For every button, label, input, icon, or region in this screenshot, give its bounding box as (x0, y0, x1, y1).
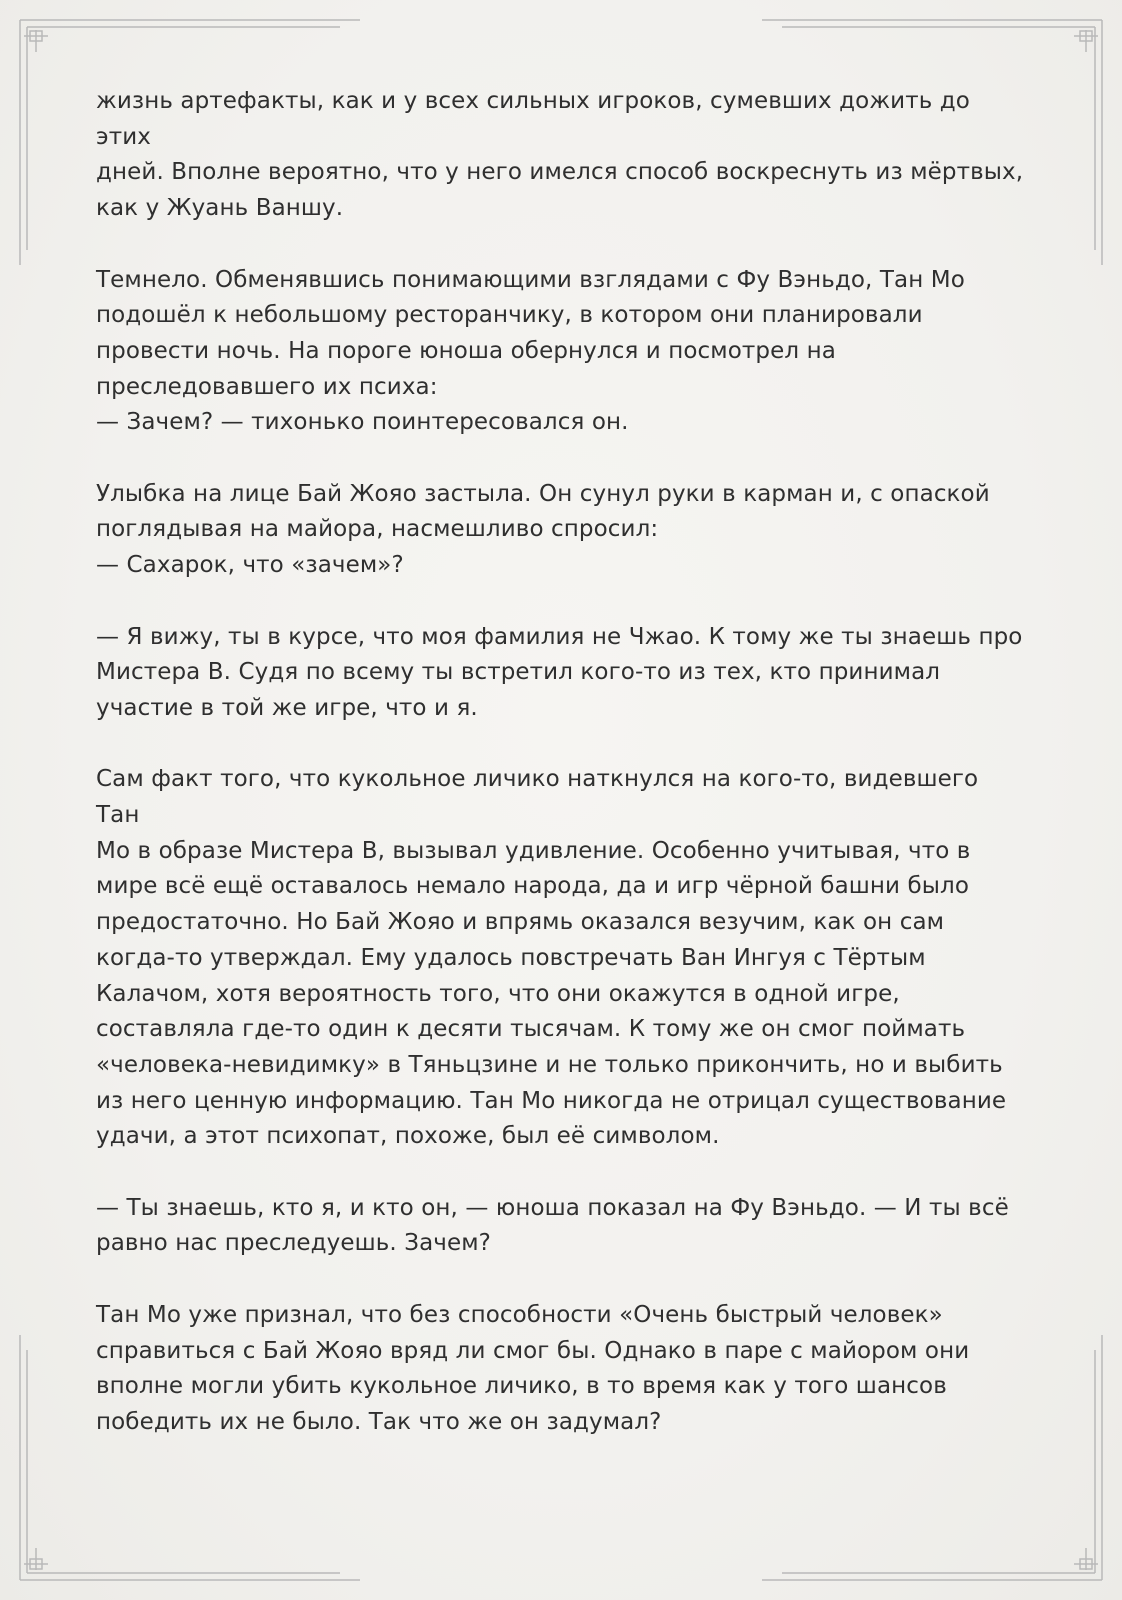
paragraph: Сам факт того, что кукольное личико наткнулся на кого-то, видевшего Тан Мо в образе Мистера В, вызывал удивление. Особенно учитывая, что в мире всё ещё оставалось немало народа, да и игр чёрной башни было предостаточно. Но Бай Жояо и впрямь оказался везучим, как он сам когда-то утверждал. Ему удалось повстречать Ван Ингуя с Тёртым Калачом, хотя вероятность того, что они окажутся в одной игре, составляла где-то один к десяти тысячам. К тому же он смог поймать «человека-невидимку» в Тяньцзине и не только прикончить, но и выбить из него ценную информацию. Тан Мо никогда не отрицал существование удачи, а этот психопат, похоже, был её символом. (96, 766, 1007, 1150)
body-text (96, 84, 1026, 1476)
paragraph: Улыбка на лице Бай Жояо застыла. Он сунул руки в карман и, с опаской поглядывая на майора, насмешливо спросил: — Сахарок, что «зачем»? (96, 480, 990, 579)
paragraph: — Я вижу, ты в курсе, что моя фамилия не Чжао. К тому же ты знаешь про Мистера В. Судя по всему ты встретил кого-то из тех, кто принимал участие в той же игре, что и я. (96, 623, 1023, 721)
paragraph: Темнело. Обменявшись понимающими взглядами с Фу Вэньдо, Тан Мо подошёл к небольшому ресторанчику, в котором они планировали провести ночь. На пороге юноша обернулся и посмотрел на преследовавшего их психа: — Зачем? — тихонько поинтересовался он. (96, 266, 965, 436)
paragraph: Тан Мо уже признал, что без способности «Очень быстрый человек» справиться с Бай Жояо вряд ли смог бы. Однако в паре с майором они вполне могли убить кукольное личико, в то время как у того шансов победить их не было. Так что же он задумал? (96, 1301, 970, 1435)
paragraph: жизнь артефакты, как и у всех сильных игроков, сумевших дожить до этих дней. Вполне вероятно, что у него имелся способ воскреснуть из мёртвых, как у Жуань Ваншу. (96, 88, 1024, 222)
paragraph: — Ты знаешь, кто я, и кто он, — юноша показал на Фу Вэньдо. — И ты всё равно нас преследуешь. Зачем? (96, 1194, 1009, 1257)
